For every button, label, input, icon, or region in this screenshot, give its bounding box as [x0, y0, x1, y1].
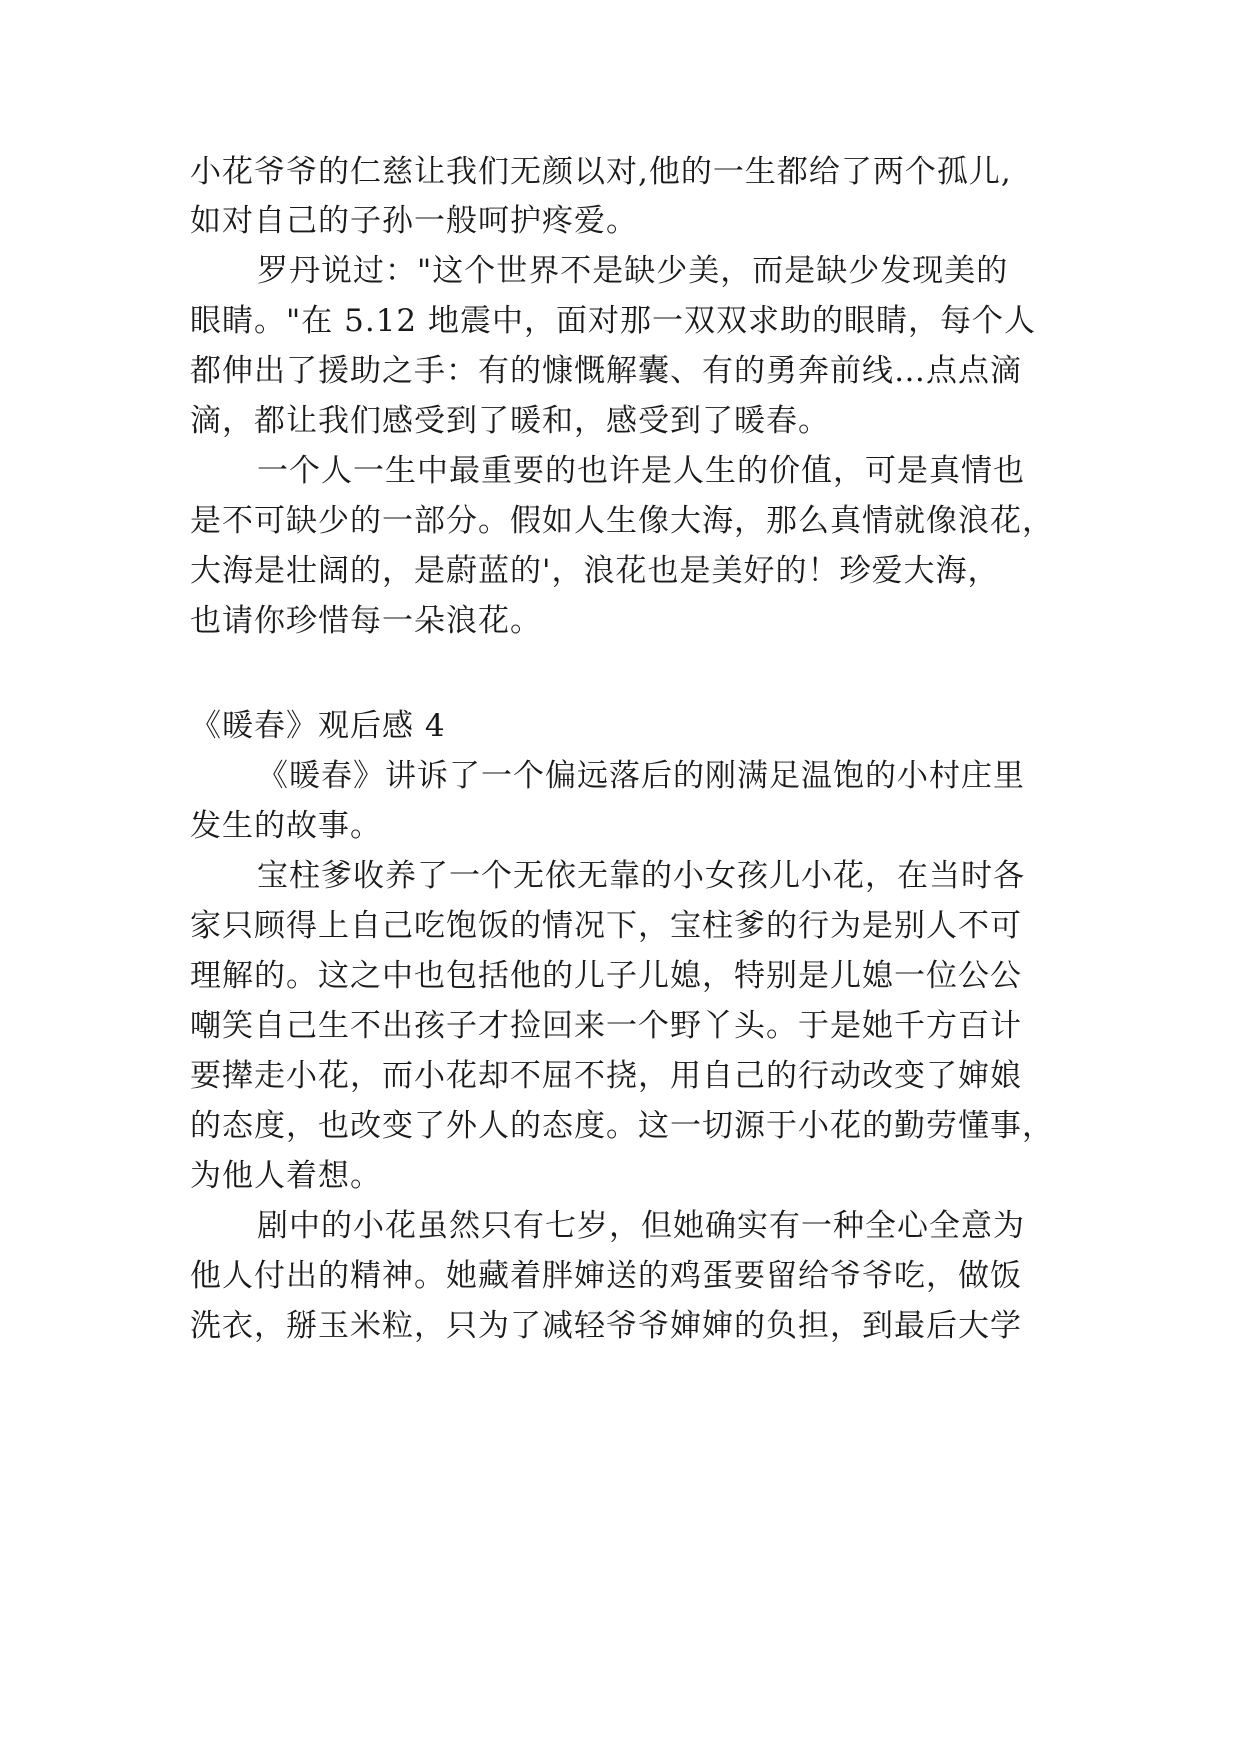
paragraph-line: 一个人一生中最重要的也许是人生的价值，可是真情也: [257, 453, 1025, 489]
paragraph-line: 《暖春》讲诉了一个偏远落后的刚满足温饱的小村庄里: [257, 758, 1025, 794]
paragraph-line: 宝柱爹收养了一个无依无靠的小女孩儿小花，在当时各: [257, 858, 1025, 894]
paragraph-line: 罗丹说过："这个世界不是缺少美，而是缺少发现美的: [257, 253, 1009, 289]
paragraph-line: 他人付出的精神。她藏着胖婶送的鸡蛋要留给爷爷吃，做饭: [190, 1258, 1022, 1294]
paragraph-line: 剧中的小花虽然只有七岁，但她确实有一种全心全意为: [257, 1208, 1025, 1244]
paragraph-line: 也请你珍惜每一朵浪花。: [190, 603, 542, 639]
paragraph-line: 家只顾得上自己吃饱饭的情况下，宝柱爹的行为是别人不可: [190, 908, 1022, 944]
paragraph-line: 滴，都让我们感受到了暖和，感受到了暖春。: [190, 403, 830, 439]
paragraph-line: 眼睛。"在 5.12 地震中，面对那一双双求助的眼睛，每个人: [190, 303, 1036, 339]
paragraph-line: 大海是壮阔的，是蔚蓝的'，浪花也是美好的！珍爱大海，: [190, 553, 1000, 589]
paragraph-line: 为他人着想。: [190, 1158, 382, 1194]
section-heading: 《暖春》观后感 4: [190, 708, 446, 744]
paragraph-line: 要撵走小花，而小花却不屈不挠，用自己的行动改变了婶娘: [190, 1058, 1022, 1094]
paragraph-line: 都伸出了援助之手：有的慷慨解囊、有的勇奔前线…点点滴: [190, 353, 1022, 389]
paragraph-line: 洗衣，掰玉米粒，只为了减轻爷爷婶婶的负担，到最后大学: [190, 1308, 1022, 1344]
paragraph-line: 的态度，也改变了外人的态度。这一切源于小花的勤劳懂事，: [190, 1108, 1054, 1144]
paragraph-line: 嘲笑自己生不出孩子才捡回来一个野丫头。于是她千方百计: [190, 1008, 1022, 1044]
paragraph-line: 理解的。这之中也包括他的儿子儿媳，特别是儿媳一位公公: [190, 958, 1022, 994]
paragraph-line: 如对自己的子孙一般呵护疼爱。: [190, 203, 638, 239]
paragraph-line: 是不可缺少的一部分。假如人生像大海，那么真情就像浪花，: [190, 503, 1054, 539]
paragraph-line: 发生的故事。: [190, 808, 382, 844]
paragraph-line: 小花爷爷的仁慈让我们无颜以对,他的一生都给了两个孤儿,: [190, 154, 1012, 190]
